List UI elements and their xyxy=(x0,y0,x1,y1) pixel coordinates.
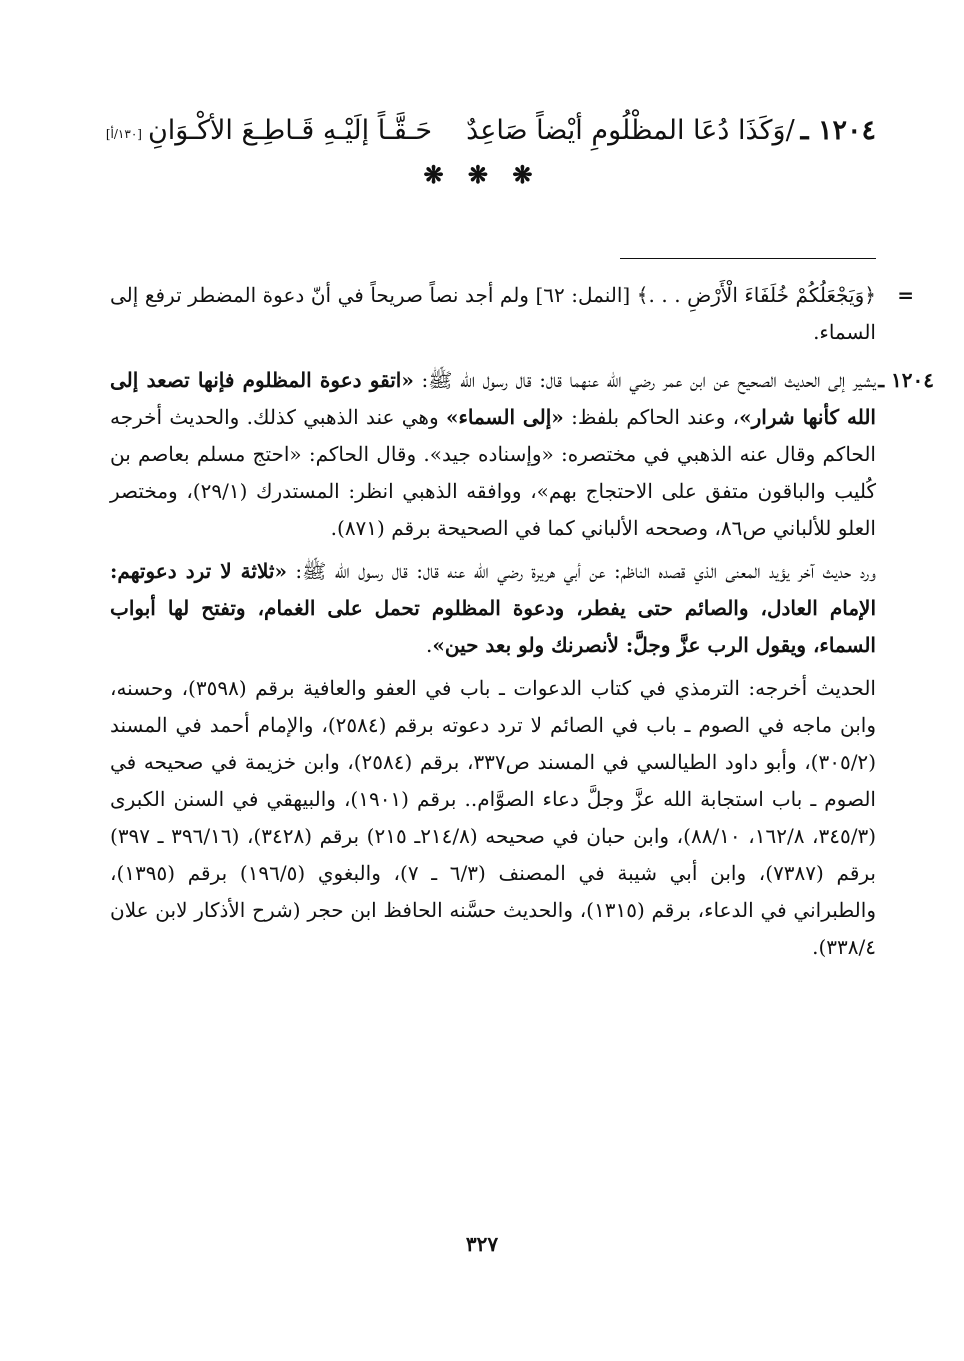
page-number: ٣٢٧ xyxy=(465,1232,499,1256)
hadith-quote: «ثلاثة لا ترد دعوتهم: الإمام العادل، والصائم حتى يفطر، ودعوة المظلوم تحمل على الغمام، وتفتح لها أبواب السماء، ويقول الرب عزَّ وجلَّ: لأنصرنك ولو بعد حين» xyxy=(110,559,876,657)
paragraph-text: يشير إلى الحديث الصحيح عن ابن عمر رضي الله عنهما قال: قال رسول الله ﷺ: xyxy=(413,368,877,392)
quran-quote: ﴿وَيَجْعَلُكُمْ خُلَفَاءَ الْأَرْضِ . . .﴾ xyxy=(636,283,876,307)
footnote-1204 xyxy=(110,362,934,966)
section-separator: ❋ ❋ ❋ xyxy=(423,160,541,189)
footnote-paragraph xyxy=(110,553,876,664)
paragraph-text: ، وعند الحاكم بلفظ: xyxy=(563,405,740,429)
footnote-text: [النمل: ٦٢] ولم أجد نصاً صريحاً في أنّ دعوة المضطر ترفع إلى السماء. xyxy=(110,283,876,344)
footnote-continuation-mark: = xyxy=(897,283,914,307)
paragraph-text: وهي عند الذهبي كذلك. والحديث أخرجه الحاكم وقال عنه الذهبي في مختصره: «وإسناده جيد». وقال الحاكم: «احتج مسلم بعاصم بن كُليب والباقون متفق على الاحتجاج بهم»، ووافقه الذهبي انظر: المستدرك (٢٩/١)، ومختصر العلو للألباني ص٨٦، وصححه الألباني كما في الصحيحة برقم (٨٧١). xyxy=(110,405,877,540)
footnote-number: ١٢٠٤ ـ xyxy=(878,368,934,392)
hadith-quote: «اتقو دعوة المظلوم فإنها تصعد إلى الله كأنها شرار» xyxy=(110,368,876,429)
verse-second-hemistich: حَـقَّـاً إلَيْـهِ قَـاطِـعَ الأكْـوَانِ xyxy=(147,115,433,146)
verse-number: ١٢٠٤ ـ xyxy=(800,115,876,146)
paragraph-text: . xyxy=(425,633,433,657)
footnote-rule xyxy=(620,258,876,259)
verse-first-hemistich: /وَكَذَا دُعَا المظْلُومِ أيْضاً صَاعِدٌ xyxy=(466,115,795,146)
footnote-paragraph: الحديث أخرجه: الترمذي في كتاب الدعوات ـ باب في العفو والعافية برقم (٣٥٩٨)، وحسنه، وابن ماجه في الصوم ـ باب في الصائم لا ترد دعوته برقم (٢٥٨٤)، والإمام أحمد في المسند (٣٠٥/٢)، وأبو داود الطيالسي في المسند ص٣٣٧، برقم (٢٥٨٤)، وابن خزيمة في صحيحه في الصوم ـ باب استجابة الله عزَّ وجلَّ دعاء الصوَّام.. برقم (١٩٠١)، والبيهقي في السنن الكبرى (٣٤٥/٣، ١٦٢/٨، ٨٨/١٠)، وابن حبان في صحيحه (٢١٤/٨ـ ٢١٥) برقم (٣٤٢٨)، (٣٩٦/١٦ ـ ٣٩٧) برقم (٧٣٨٧)، وابن أبي شيبة في المصنف (٦/٣ ـ ٧)، والبغوي (١٩٦/٥) برقم (١٣٩٥)، والطبراني في الدعاء، برقم (١٣١٥)، والحديث حسَّنه الحافظ ابن حجر (شرح الأذكار لابن علان ٣٣٨/٤). xyxy=(110,676,877,959)
footnote-continued xyxy=(110,277,914,351)
paragraph-text: ورد حديث آخر يؤيد المعنى الذي قصده الناظم: عن أبي هريرة رضي الله عنه قال: قال رسول الله ﷺ: xyxy=(286,559,876,583)
footnote-paragraph xyxy=(110,362,876,547)
manuscript-folio-ref: [١٣٠/أ] xyxy=(105,127,142,141)
hadith-quote: «إلى السماء» xyxy=(445,405,564,429)
poem-verse xyxy=(40,108,876,154)
